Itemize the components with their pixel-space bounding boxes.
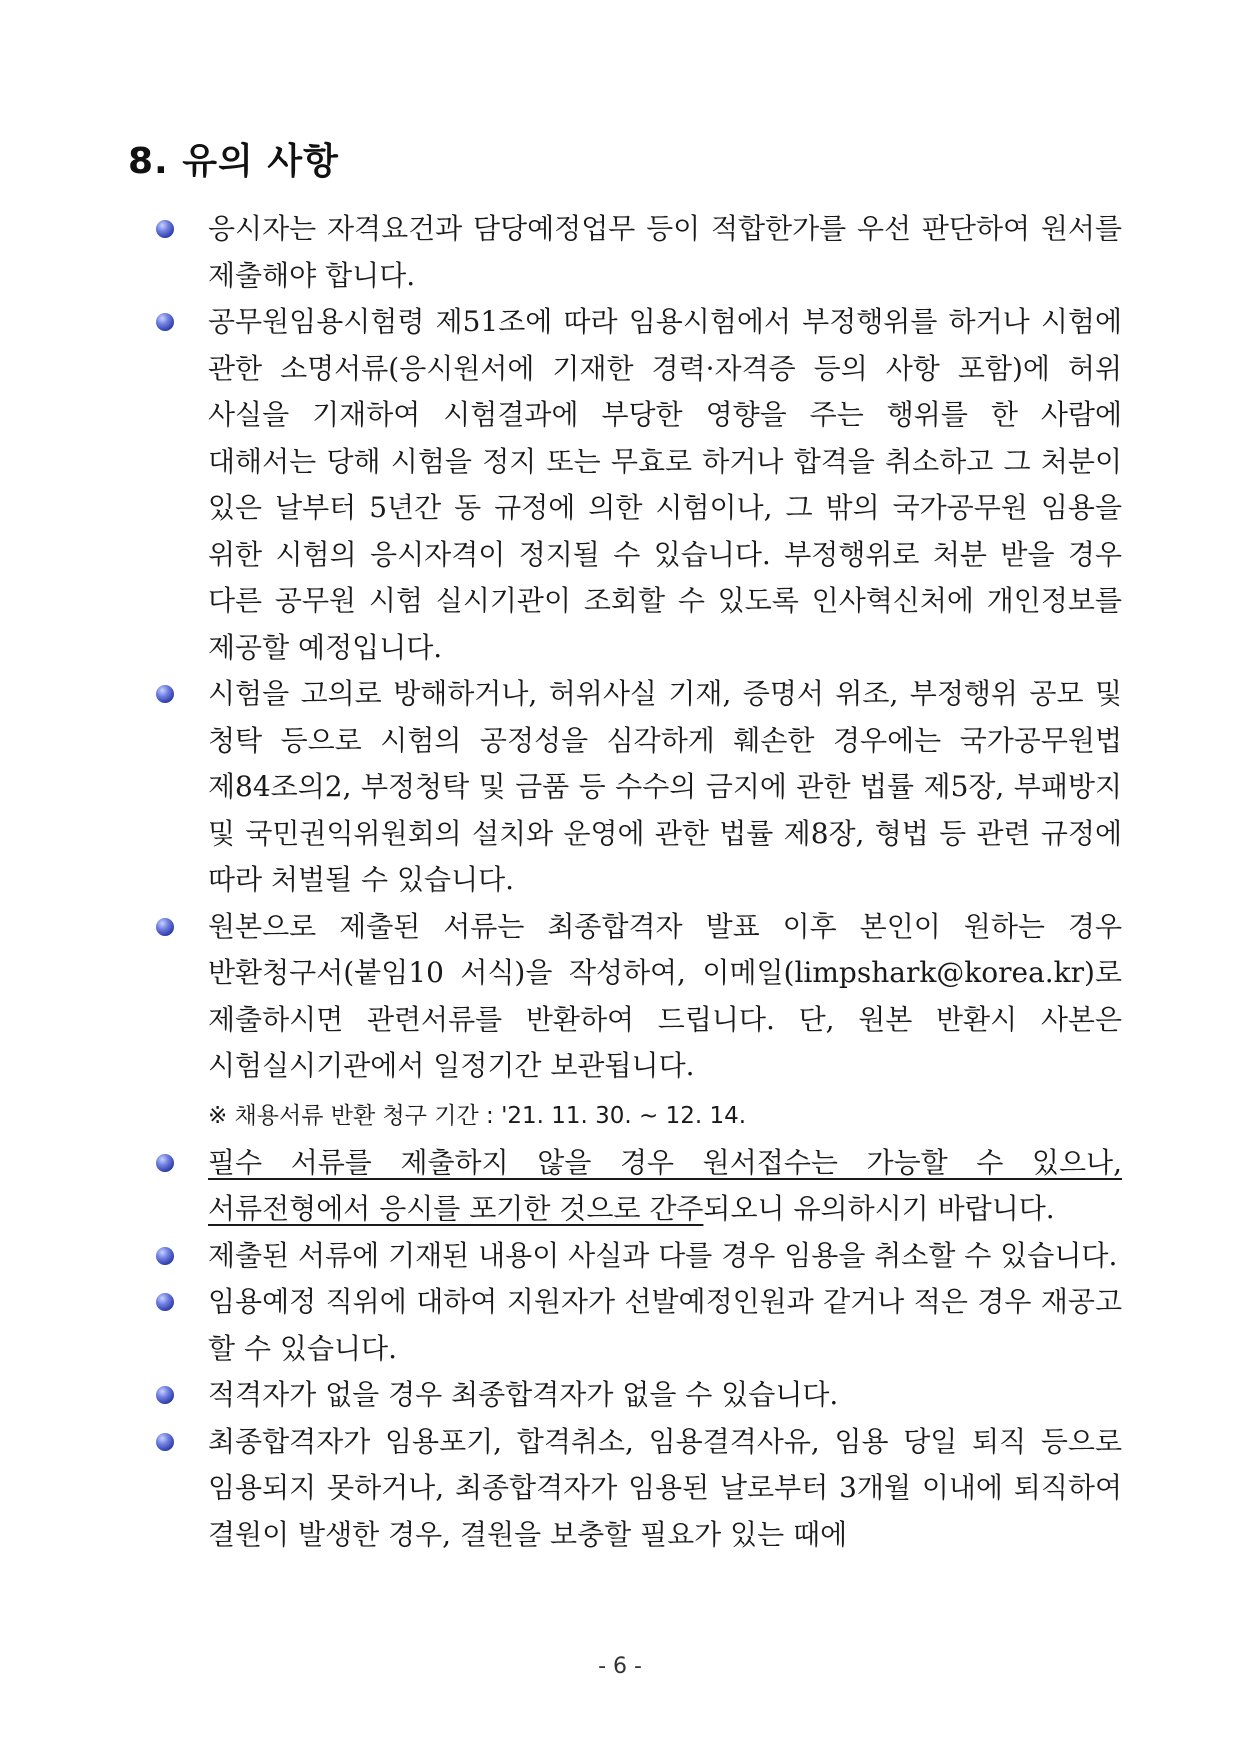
underlined-warning: 필수 서류를 제출하지 않을 경우 원서접수는 가능할 수 있으나, 서류전형에서 응시를 포기한 것으로 간주 <box>208 1145 1122 1225</box>
list-item <box>152 904 1122 1090</box>
list-item-text: 시험을 고의로 방해하거나, 허위사실 기재, 증명서 위조, 부정행위 공모 및 청탁 등으로 시험의 공정성을 심각하게 훼손한 경우에는 국가공무원법 제84조의2, 부정청탁 및 금품 등 수수의 금지에 관한 법률 제5장, 부패방지 및 국민권익위원회의 설치와 운영에 관한 법률 제8장, 형법 등 관련 규정에 따라 처벌될 수 있습니다. <box>208 677 1122 896</box>
page-number: - 6 - <box>598 1654 642 1679</box>
list-item-text: 적격자가 없을 경우 최종합격자가 없을 수 있습니다. <box>208 1378 839 1411</box>
list-item <box>152 1279 1122 1372</box>
list-item-text: 공무원임용시험령 제51조에 따라 임용시험에서 부정행위를 하거나 시험에 관한 소명서류(응시원서에 기재한 경력·자격증 등의 사항 포함)에 허위 사실을 기재하여 시험결과에 부당한 영향을 주는 행위를 한 사람에 대해서는 당해 시험을 정지 또는 무효로 하거나 합격을 취소하고 그 처분이 있은 날부터 5년간 동 규정에 의한 시험이나, 그 밖의 국가공무원 임용을 위한 시험의 응시자격이 정지될 수 있습니다. 부정행위로 처분 받을 경우 다른 공무원 시험 실시기관이 조회할 수 있도록 인사혁신처에 개인정보를 제공할 예정입니다. <box>208 305 1122 664</box>
list-item <box>152 1372 1122 1419</box>
list-item-text: 제출된 서류에 기재된 내용이 사실과 다를 경우 임용을 취소할 수 있습니다. <box>208 1238 1118 1272</box>
list-item-text: 원본으로 제출된 서류는 최종합격자 발표 이후 본인이 원하는 경우 반환청구서(붙임10 서식)을 작성하여, 이메일(limpshark@korea.kr)로 제출하시면 관련서류를 반환하여 드립니다. 단, 원본 반환시 사본은 시험실시기관에서 일정기간 보관됩니다. <box>208 909 1122 1082</box>
list-item <box>152 1140 1122 1233</box>
list-item <box>152 299 1122 671</box>
section-title: 8. 유의 사항 <box>128 141 339 182</box>
list-item <box>152 1233 1122 1280</box>
bullet-icon <box>156 1433 174 1451</box>
bullet-icon <box>156 918 174 936</box>
list-item-text <box>208 1140 1122 1233</box>
bullet-icon <box>156 1247 174 1265</box>
return-period-note: ※ 채용서류 반환 청구 기간 : '21. 11. 30. ~ 12. 14. <box>208 1102 747 1129</box>
bullet-icon <box>156 1154 174 1172</box>
list-item-text: 응시자는 자격요건과 담당예정업무 등이 적합한가를 우선 판단하여 원서를 제출해야 합니다. <box>208 212 1122 292</box>
notice-list <box>152 206 1122 1558</box>
list-item <box>152 206 1122 299</box>
bullet-icon <box>156 220 174 238</box>
list-item-text: 최종합격자가 임용포기, 합격취소, 임용결격사유, 임용 당일 퇴직 등으로 임용되지 못하거나, 최종합격자가 임용된 날로부터 3개월 이내에 퇴직하여 결원이 발생한 경우, 결원을 보충할 필요가 있는 때에 <box>208 1424 1122 1551</box>
list-item <box>152 671 1122 904</box>
warning-continuation: 되오니 유의하시기 바랍니다. <box>703 1192 1055 1225</box>
list-item-text: 임용예정 직위에 대하여 지원자가 선발예정인원과 같거나 적은 경우 재공고 할 수 있습니다. <box>208 1285 1122 1365</box>
list-item <box>152 1419 1122 1559</box>
bullet-icon <box>156 1293 174 1311</box>
bullet-icon <box>156 1386 174 1404</box>
bullet-icon <box>156 685 174 703</box>
bullet-icon <box>156 313 174 331</box>
